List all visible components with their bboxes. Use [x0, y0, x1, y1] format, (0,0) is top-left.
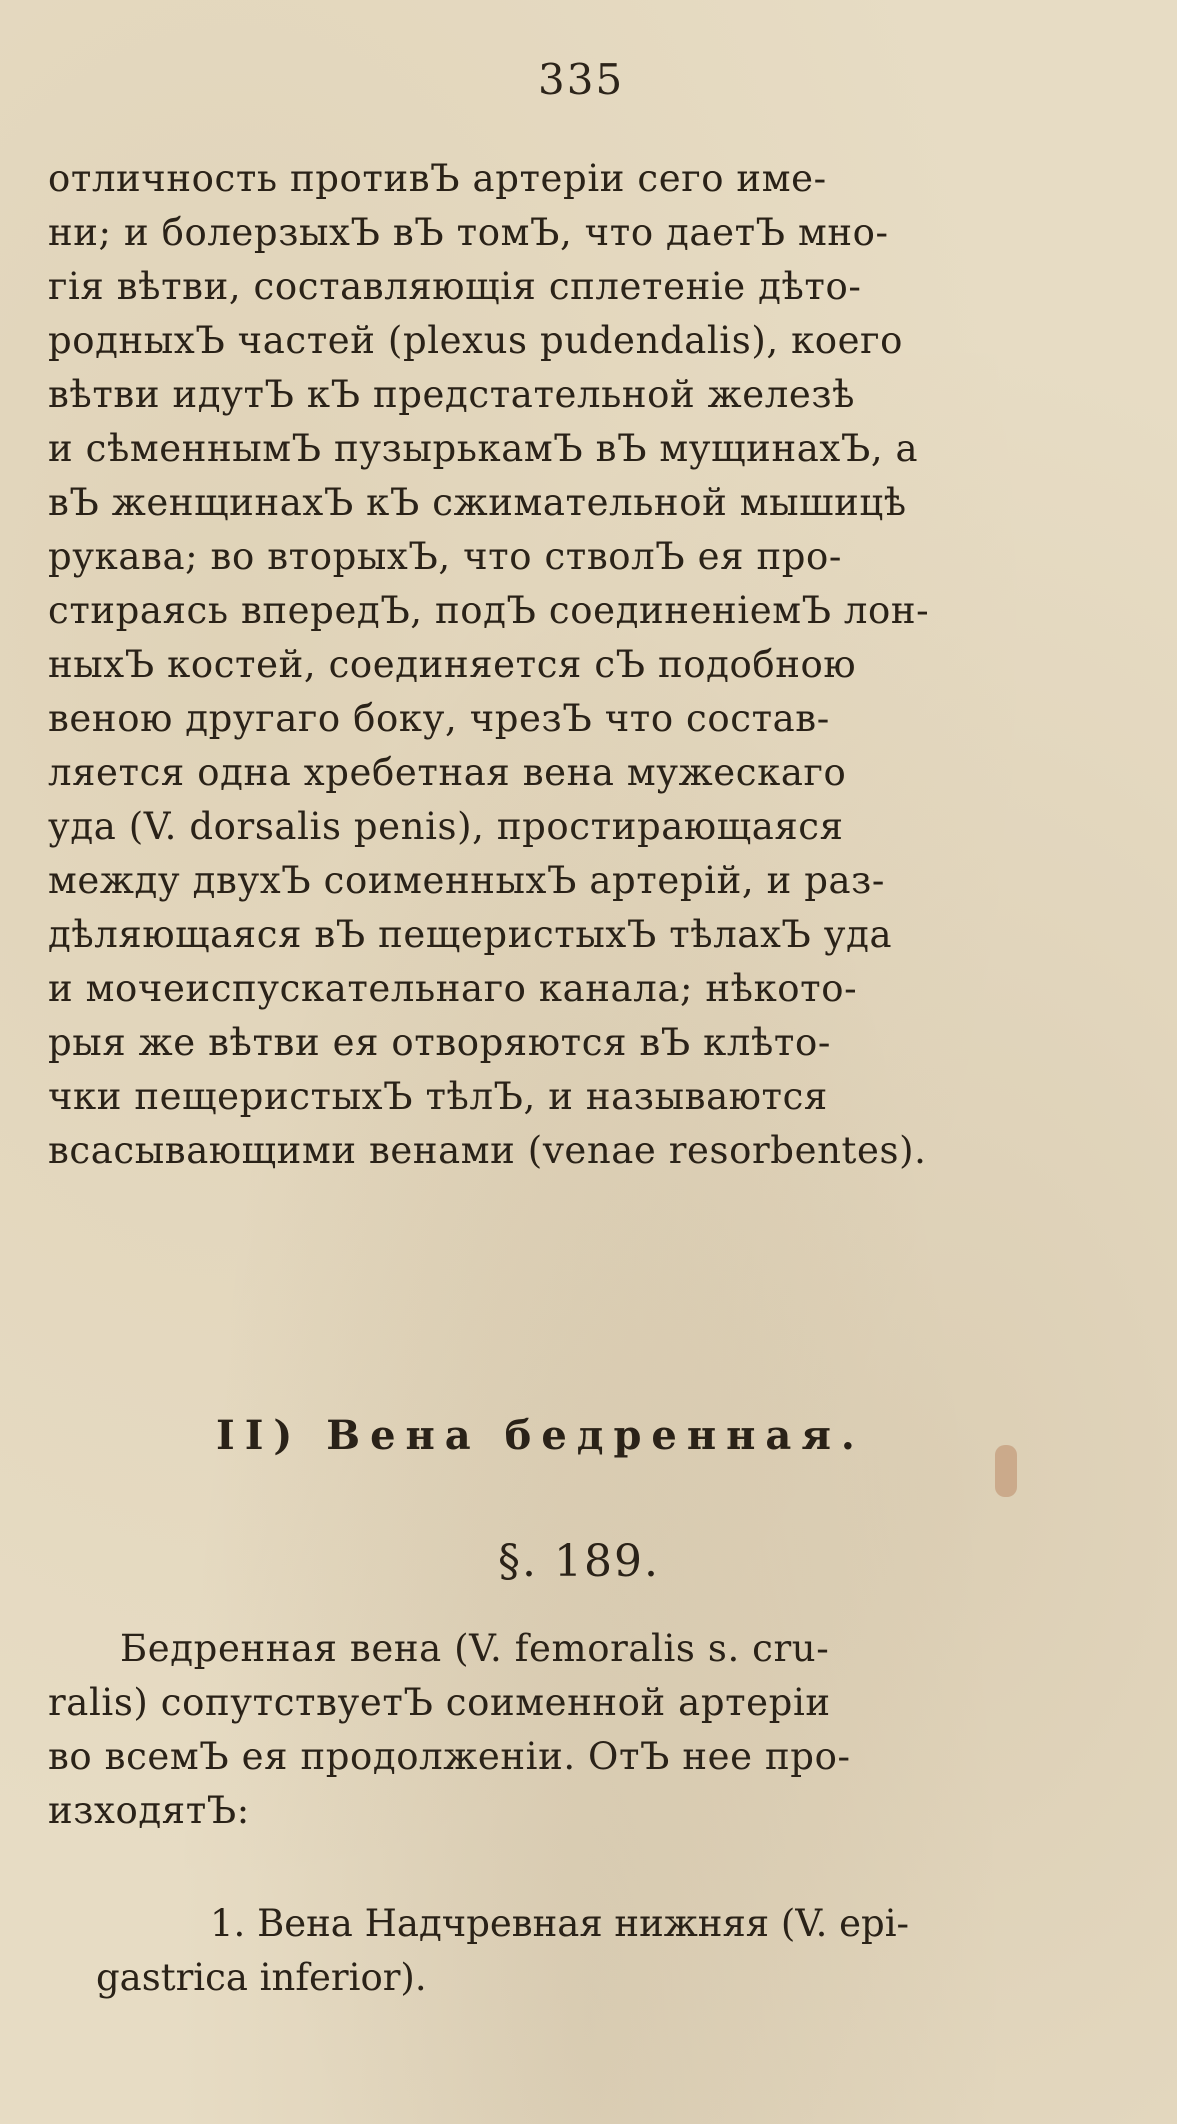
paragraph-main — [48, 152, 1130, 1178]
page-number: 335 — [538, 55, 625, 104]
text-line: уда (V. dorsalis penis), простирающаяся — [48, 805, 844, 848]
text-line: гія вѣтви, составляющія сплетеніе дѣто- — [48, 265, 862, 308]
text-line: между двухЪ соименныхЪ артерій, и раз- — [48, 859, 886, 902]
paper-stain — [995, 1445, 1017, 1497]
text-line: Бедренная вена (V. femoralis s. cru- — [120, 1627, 830, 1670]
text-line: изходятЪ: — [48, 1789, 250, 1832]
text-line: родныхЪ частей (plexus pudendalis), коего — [48, 319, 904, 362]
text-line: gastrica inferior). — [96, 1956, 427, 1999]
text-line: ляется одна хребетная вена мужескаго — [48, 751, 847, 794]
text-line: вЪ женщинахЪ кЪ сжимательной мышицѣ — [48, 481, 907, 524]
text-line: рукава; во вторыхЪ, что стволЪ ея про- — [48, 535, 842, 578]
text-line: дѣляющаяся вЪ пещеристыхЪ тѣлахЪ уда — [48, 913, 893, 956]
section-heading: II) Вена бедренная. — [216, 1412, 865, 1459]
text-line: чки пещеристыхЪ тѣлЪ, и называются — [48, 1075, 828, 1118]
text-line: и мочеиспускательнаго канала; нѣкото- — [48, 967, 858, 1010]
text-line: стираясь впередЪ, подЪ соединеніемЪ лон- — [48, 589, 930, 632]
text-line: всасывающими венами (venae resorbentes). — [48, 1129, 927, 1172]
text-line: во всемЪ ея продолженіи. ОтЪ нее про- — [48, 1735, 851, 1778]
text-line: ralis) сопутствуетЪ соименной артеріи — [48, 1681, 831, 1724]
section-number: §. 189. — [498, 1536, 660, 1587]
text-line: 1. Вена Надчревная нижняя (V. epi- — [210, 1902, 910, 1945]
text-line: вѣтви идутЪ кЪ предстательной железѣ — [48, 373, 856, 416]
text-line: ныхЪ костей, соединяется сЪ подобною — [48, 643, 857, 686]
text-line: рыя же вѣтви ея отворяются вЪ клѣто- — [48, 1021, 831, 1064]
paragraph-femoral — [48, 1622, 1130, 1838]
text-line: веною другаго боку, чрезЪ что состав- — [48, 697, 830, 740]
text-line: отличность противЪ артеріи сего име- — [48, 157, 827, 200]
text-line: и сѣменнымЪ пузырькамЪ вЪ мущинахЪ, а — [48, 427, 919, 470]
text-line: ни; и болерзыхЪ вЪ томЪ, что даетЪ мно- — [48, 211, 889, 254]
list-item — [48, 1897, 1130, 2005]
